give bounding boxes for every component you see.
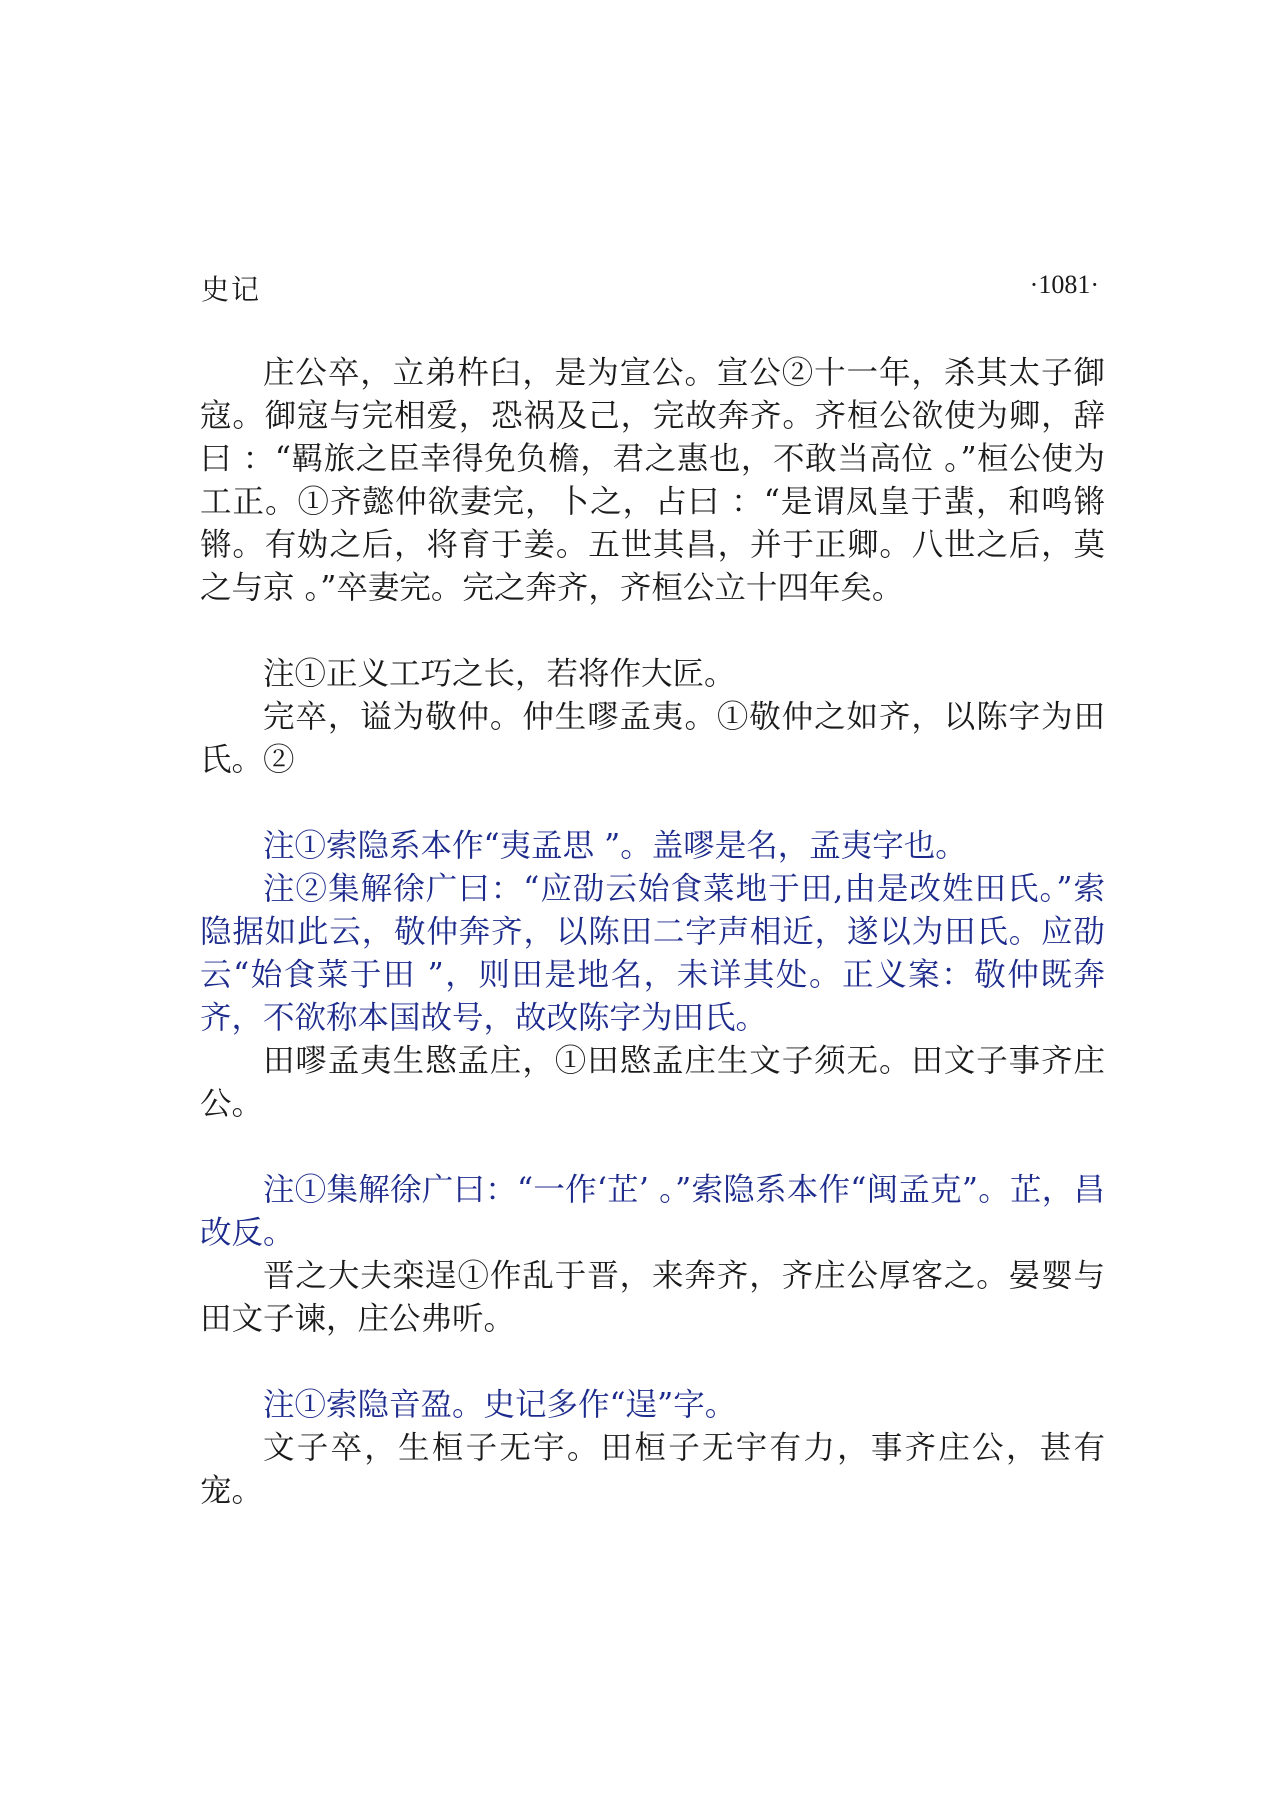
paragraph-gap [200, 610, 1105, 653]
main-paragraph: 田嘐孟夷生愍孟庄，①田愍孟庄生文子须无。田文子事齐庄公。 [200, 1043, 1105, 1122]
main-paragraph: 文子卒，生桓子无宇。田桓子无宇有力，事齐庄公，甚有宠。 [200, 1430, 1105, 1509]
annotation-note: 注②集解徐广曰：“应劭云始食菜地于田,由是改姓田氏。”索隐据如此云，敬仲奔齐，以陈田二字声相近，遂以为田氏。应劭云“始食菜于田 ”，则田是地名，未详其处。正义案：敬仲既奔齐，不欲称本国故号，故改陈字为田氏。 [200, 871, 1105, 1036]
paragraph-gap [200, 782, 1105, 825]
main-paragraph: 晋之大夫栾逞①作乱于晋，来奔齐，齐庄公厚客之。晏婴与田文子谏，庄公弗听。 [200, 1258, 1105, 1337]
annotation-note: 注①正义工巧之长，若将作大匠。 [263, 656, 736, 692]
page-number: ·1081· [1029, 270, 1099, 299]
annotation-note: 注①索隐系本作“夷孟思 ”。盖嘐是名，孟夷字也。 [263, 828, 967, 864]
page-content [200, 352, 1105, 1513]
annotation-note: 注①集解徐广曰：“一作‘芷’ 。”索隐系本作“闽孟克”。芷，昌改反。 [200, 1172, 1105, 1251]
paragraph-gap [200, 1341, 1105, 1384]
annotation-note: 注①索隐音盈。史记多作“逞”字。 [263, 1387, 737, 1423]
main-paragraph: 完卒，谥为敬仲。仲生嘐孟夷。①敬仲之如齐，以陈字为田氏。② [200, 699, 1105, 778]
book-title: 史记 [201, 273, 262, 306]
main-paragraph: 庄公卒，立弟杵臼，是为宣公。宣公②十一年，杀其太子御寇。御寇与完相爱，恐祸及己，完故奔齐。齐桓公欲使为卿，辞曰 ：“羁旅之臣幸得免负檐，君之惠也，不敢当高位 。”桓公使为工正。①齐懿仲欲妻完，卜之，占曰 ：“是谓凤皇于蜚，和鸣锵锵。有妫之后，将育于姜。五世其昌，并于正卿。八世之后，莫之与京 。”卒妻完。完之奔齐，齐桓公立十四年矣。 [200, 355, 1105, 606]
page-header [201, 268, 1099, 308]
paragraph-gap [200, 1126, 1105, 1169]
